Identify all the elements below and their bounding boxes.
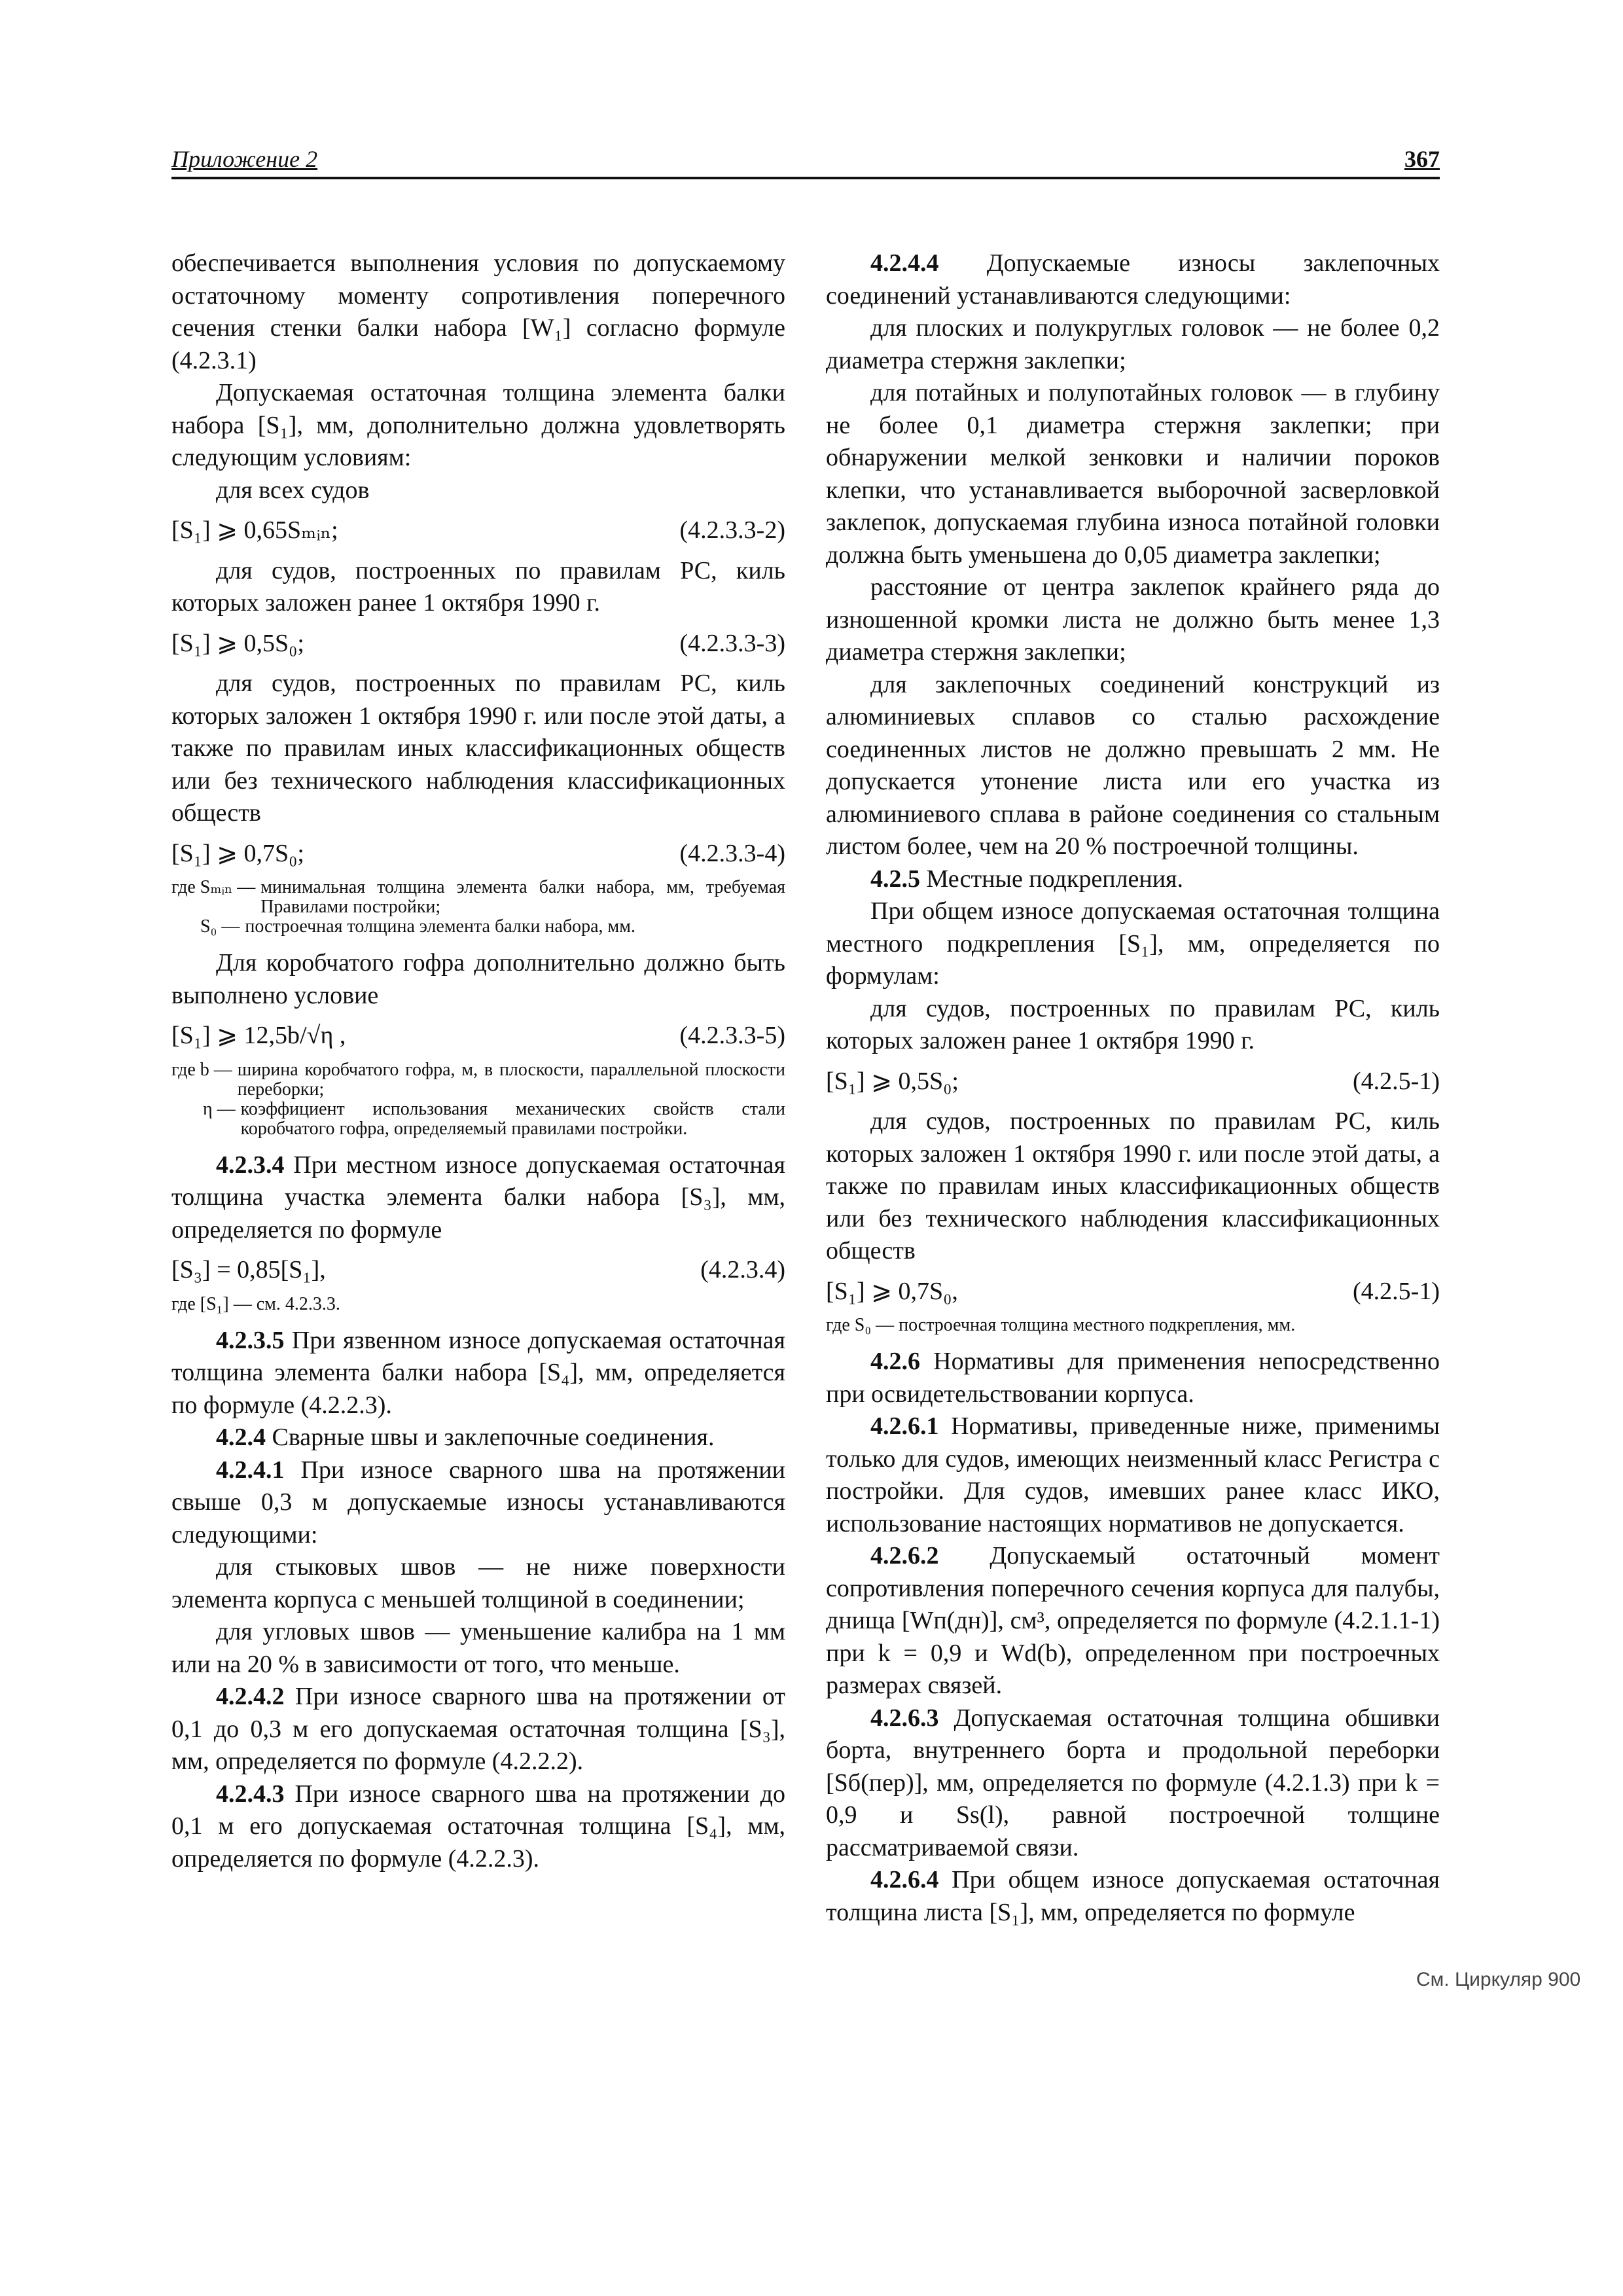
formula bbox=[826, 1066, 1440, 1098]
paragraph: для всех судов bbox=[216, 476, 370, 504]
paragraph bbox=[171, 1681, 785, 1778]
paragraph: расстояние от центра заклепок крайнего ряда до изношенной кромки листа не должно быть менее 1,3 диаметра стержня заклепки; bbox=[826, 573, 1440, 666]
formula-expression: [S₁] ⩾ 0,65Sₘᵢₙ; bbox=[171, 516, 338, 544]
section-number: 4.2.4.4 bbox=[870, 249, 939, 277]
where-text: ширина коробчатого гофра, м, в плоскости, параллельной плоскости переборки; bbox=[237, 1059, 785, 1100]
formula-number: (4.2.3.3-3) bbox=[679, 629, 785, 657]
paragraph: для заклепочных соединений конструкций из алюминиевых сплавов со сталью расхождение соединенных листов не должно превышать 2 мм. Не допускается утонение листа или его участка из алюминиевого сплава в районе соединения со стальным листом более, чем на 20 % построечной толщины. bbox=[826, 670, 1440, 860]
section-number: 4.2.6.4 bbox=[870, 1866, 939, 1893]
page-number: 367 bbox=[1404, 146, 1440, 172]
where-text: коэффициент использования механических свойств стали коробчатого гофра, определяемый правилами постройки. bbox=[240, 1098, 785, 1139]
paragraph-text: При местном износе допускаемая остаточная толщина участка элемента балки набора [S₃], мм, определяется по формуле bbox=[171, 1151, 785, 1244]
section-number: 4.2.4.3 bbox=[216, 1780, 285, 1808]
where-label: где Sₘᵢₙ — bbox=[171, 877, 256, 897]
paragraph: для угловых швов — уменьшение калибра на 1 мм или на 20 % в зависимости от того, что меньше. bbox=[171, 1618, 785, 1678]
formula bbox=[826, 1276, 1440, 1308]
section-heading-text: Сварные швы и заклепочные соединения. bbox=[266, 1424, 715, 1451]
where-label: η — bbox=[203, 1098, 236, 1119]
paragraph: для плоских и полукруглых головок — не более 0,2 диаметра стержня заклепки; bbox=[826, 314, 1440, 374]
formula bbox=[171, 838, 785, 870]
paragraph bbox=[826, 1702, 1440, 1865]
left-column bbox=[171, 247, 785, 1875]
paragraph: для судов, построенных по правилам РС, киль которых заложен 1 октября 1990 г. или после этой даты, а также по правилам иных классификационных обществ или без технического наблюдения классификационных обществ bbox=[171, 670, 785, 827]
section-number: 4.2.4 bbox=[216, 1424, 266, 1451]
paragraph: для стыковых швов — не ниже поверхности элемента корпуса с меньшей толщиной в соединении; bbox=[171, 1553, 785, 1613]
formula bbox=[171, 628, 785, 660]
paragraph: Для коробчатого гофра дополнительно должно быть выполнено условие bbox=[171, 949, 785, 1009]
paragraph bbox=[826, 247, 1440, 312]
section-heading bbox=[826, 1346, 1440, 1410]
paragraph bbox=[171, 1778, 785, 1876]
formula-number: (4.2.5-1) bbox=[1353, 1067, 1440, 1095]
paragraph: При общем износе допускаемая остаточная толщина местного подкрепления [S₁], мм, определяется по формулам: bbox=[826, 897, 1440, 990]
formula bbox=[171, 1020, 785, 1052]
section-number: 4.2.6.2 bbox=[870, 1542, 939, 1570]
formula bbox=[171, 514, 785, 547]
paragraph: Допускаемая остаточная толщина элемента балки набора [S₁], мм, дополнительно должна удовлетворять следующим условиям: bbox=[171, 379, 785, 471]
formula-expression: [S₁] ⩾ 0,5S₀; bbox=[171, 629, 304, 657]
paragraph: для судов, построенных по правилам РС, киль которых заложен 1 октября 1990 г. или после этой даты, а также по правилам иных классификационных обществ или без технического наблюдения классификационных обществ bbox=[826, 1107, 1440, 1265]
paragraph-text: Нормативы, приведенные ниже, применимы только для судов, имеющих неизменный класс Регистра с постройки. Для судов, имевших ранее класс ИКО, использование настоящих нормативов не допускается. bbox=[826, 1412, 1440, 1537]
formula-expression: [S₃] = 0,85[S₁], bbox=[171, 1256, 326, 1283]
where-text: минимальная толщина элемента балки набора, мм, требуемая Правилами постройки; bbox=[260, 877, 785, 917]
circular-reference-note: См. Циркуляр 900 bbox=[1416, 1969, 1581, 1990]
paragraph bbox=[826, 1864, 1440, 1929]
where-text: построечная толщина элемента балки набора, мм. bbox=[245, 916, 635, 937]
paragraph-text: При язвенном износе допускаемая остаточная толщина элемента балки набора [S₄], мм, определяется по формуле (4.2.2.3). bbox=[171, 1326, 785, 1419]
paragraph-text: При общем износе допускаемая остаточная толщина листа [S₁], мм, определяется по формуле bbox=[826, 1866, 1440, 1926]
formula bbox=[171, 1254, 785, 1287]
paragraph bbox=[826, 1540, 1440, 1702]
paragraph bbox=[826, 1410, 1440, 1540]
formula-number: (4.2.3.4) bbox=[700, 1256, 785, 1283]
paragraph-text: Допускаемая остаточная толщина обшивки борта, внутреннего борта и продольной переборки [Sб(пер)], мм, определяется по формуле (4.2.1.3) при k = 0,9 и Ss(l), равной построечной толщине рассматриваемой связи. bbox=[826, 1704, 1440, 1861]
where-block bbox=[171, 878, 785, 937]
formula-expression: [S₁] ⩾ 0,5S₀; bbox=[826, 1067, 959, 1095]
formula-expression: [S₁] ⩾ 12,5b/√η , bbox=[171, 1022, 346, 1049]
formula-number: (4.2.5-1) bbox=[1353, 1277, 1440, 1305]
paragraph-text: Допускаемые износы заклепочных соединений устанавливаются следующими: bbox=[826, 249, 1440, 310]
formula-number: (4.2.3.3-5) bbox=[679, 1022, 785, 1049]
paragraph-text: При износе сварного шва на протяжении от 0,1 до 0,3 м его допускаемая остаточная толщина [S₃], мм, определяется по формуле (4.2.2.2). bbox=[171, 1683, 785, 1775]
formula-number: (4.2.3.3-4) bbox=[679, 839, 785, 867]
section-number: 4.2.4.1 bbox=[216, 1456, 285, 1484]
section-heading-text: Местные подкрепления. bbox=[920, 865, 1184, 893]
header-rule bbox=[171, 177, 1440, 179]
paragraph: для судов, построенных по правилам РС, киль которых заложен ранее 1 октября 1990 г. bbox=[826, 994, 1440, 1054]
paragraph bbox=[171, 1454, 785, 1552]
section-heading bbox=[171, 1422, 785, 1454]
right-column bbox=[826, 247, 1440, 1929]
where-block bbox=[171, 1060, 785, 1139]
formula-number: (4.2.3.3-2) bbox=[679, 516, 785, 544]
paragraph bbox=[171, 1325, 785, 1422]
paragraph: обеспечивается выполнения условия по допускаемому остаточному моменту сопротивления поперечного сечения стенки балки набора [W₁] согласно формуле (4.2.3.1) bbox=[171, 249, 785, 374]
paragraph-text: При износе сварного шва на протяжении свыше 0,3 м допускаемые износы устанавливаются следующими: bbox=[171, 1456, 785, 1549]
where-block bbox=[826, 1316, 1440, 1335]
page-header bbox=[171, 145, 1440, 177]
where-text: где [S₁] — см. 4.2.3.3. bbox=[171, 1293, 340, 1314]
section-number: 4.2.3.4 bbox=[216, 1151, 285, 1179]
section-number: 4.2.6.1 bbox=[870, 1412, 939, 1440]
section-heading bbox=[826, 863, 1440, 896]
formula-expression: [S₁] ⩾ 0,7S₀; bbox=[171, 839, 304, 867]
paragraph: для судов, построенных по правилам РС, киль которых заложен ранее 1 октября 1990 г. bbox=[171, 556, 785, 617]
paragraph-text: Допускаемый остаточный момент сопротивления поперечного сечения корпуса для палубы, днища [Wп(дн)], см³, определяется по формуле (4.2.1.1-1) при k = 0,9 и Wd(b), определенном при построечных размерах связей. bbox=[826, 1542, 1440, 1699]
formula-expression: [S₁] ⩾ 0,7S₀, bbox=[826, 1277, 958, 1305]
section-number: 4.2.6.3 bbox=[870, 1704, 939, 1732]
where-block bbox=[171, 1295, 785, 1314]
section-heading-text: Нормативы для применения непосредственно при освидетельствовании корпуса. bbox=[826, 1348, 1440, 1408]
paragraph: для потайных и полупотайных головок — в глубину не более 0,1 диаметра стержня заклепки; при обнаружении мелкой зенковки и наличии пороков клепки, что устанавливается выборочной засверловкой заклепок, допускаемая глубина износа потайной головки должна быть уменьшена до 0,05 диаметра заклепки; bbox=[826, 379, 1440, 569]
where-label: где b — bbox=[171, 1059, 232, 1080]
section-number: 4.2.5 bbox=[870, 865, 920, 893]
section-number: 4.2.4.2 bbox=[216, 1683, 285, 1710]
header-title: Приложение 2 bbox=[171, 146, 318, 172]
paragraph bbox=[171, 1149, 785, 1247]
paragraph-text: При износе сварного шва на протяжении до 0,1 м его допускаемая остаточная толщина [S₄], мм, определяется по формуле (4.2.2.3). bbox=[171, 1780, 785, 1873]
section-number: 4.2.6 bbox=[870, 1348, 920, 1375]
where-label: S₀ — bbox=[200, 916, 240, 937]
section-number: 4.2.3.5 bbox=[216, 1326, 285, 1354]
where-text: где S₀ — построечная толщина местного подкрепления, мм. bbox=[826, 1315, 1296, 1335]
